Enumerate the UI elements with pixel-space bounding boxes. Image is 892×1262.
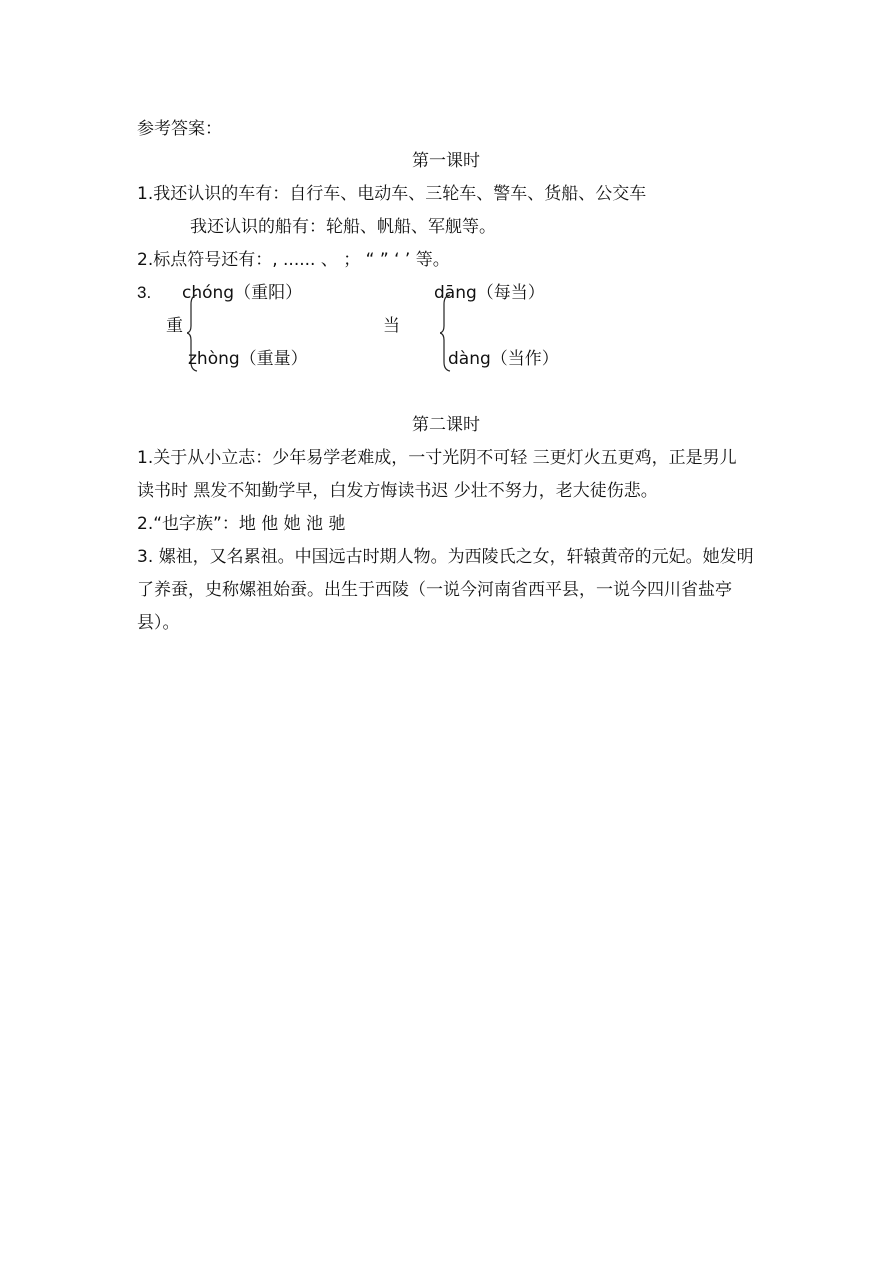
polyphone-right-reading1: dāng（每当） xyxy=(434,283,545,303)
polyphone-left-reading2: zhòng（重量） xyxy=(188,349,308,369)
lesson-two-q1-line2: 读书时 黑发不知勤学早，白发方悔读书迟 少壮不努力，老大徒伤悲。 xyxy=(137,481,658,501)
lesson-two-q3-line3: 县）。 xyxy=(137,613,180,633)
answer-heading: 参考答案： xyxy=(137,119,222,139)
polyphone-right-reading2: dàng（当作） xyxy=(448,349,559,369)
lesson-one-q1-line1: 1.我还认识的车有：自行车、电动车、三轮车、警车、货船、公交车 xyxy=(137,184,647,204)
lesson-two-q3-line2: 了养蚕，史称嫘祖始蚕。出生于西陵（一说今河南省西平县，一说今四川省盐亭 xyxy=(137,580,732,600)
lesson-two-q1-line1: 1.关于从小立志：少年易学老难成，一寸光阴不可轻 三更灯火五更鸡，正是男儿 xyxy=(137,448,737,468)
lesson-two-q2: 2.“也字族”：地 他 她 池 驰 xyxy=(137,514,346,534)
lesson-one-title: 第一课时 xyxy=(412,151,480,171)
lesson-two-title: 第二课时 xyxy=(412,415,480,435)
polyphone-right-char: 当 xyxy=(383,316,400,336)
polyphone-left-char: 重 xyxy=(166,316,183,336)
lesson-two-q3-line1: 3. 嫘祖，又名累祖。中国远古时期人物。为西陵氏之女，轩辕黄帝的元妃。她发明 xyxy=(137,547,754,567)
polyphone-left-reading1: chóng（重阳） xyxy=(182,283,303,303)
lesson-one-q1-line2: 我还认识的船有：轮船、帆船、军舰等。 xyxy=(190,217,496,237)
lesson-one-q3-number: 3. xyxy=(137,283,152,302)
lesson-one-q2: 2.标点符号还有：, ...... 、 ； “ ” ‘ ’ 等。 xyxy=(137,250,450,270)
